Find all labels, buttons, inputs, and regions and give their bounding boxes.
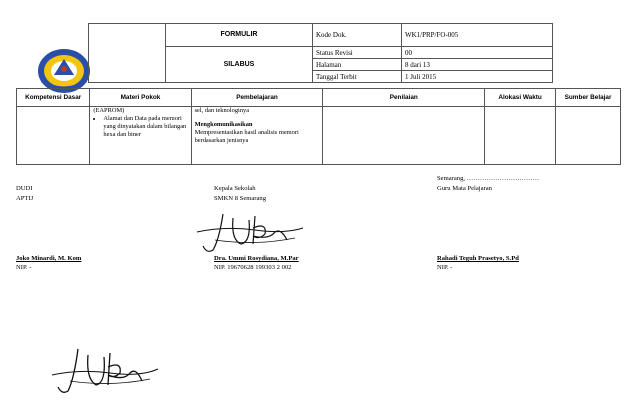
- dudi-label: DUDI: [16, 185, 33, 192]
- cell-materi: [90, 107, 191, 165]
- col-sumber-belajar: Sumber Belajar: [556, 89, 621, 107]
- materi-bullet: • Alamat dan Data pada memori yang dinyatakan dalam bilangan hexa dan biner: [103, 115, 187, 139]
- cell-penilaian: [323, 107, 485, 165]
- pembelajaran-text: Mempresentasikan hasil analisis memori berdasarkan jenisnya: [194, 129, 299, 144]
- smkn-label: SMKN 8 Semarang: [214, 195, 267, 202]
- pembelajaran-line1: sel, dan teknologinya: [194, 107, 250, 114]
- pembelajaran-heading: Mengkomunikasikan: [194, 121, 253, 128]
- col-penilaian: Penilaian: [323, 89, 485, 107]
- tanggal-terbit-label: Tanggal Terbit: [313, 71, 402, 83]
- rahadi-name: Rahadi Teguh Prasetyo, S.Pd: [437, 255, 519, 262]
- col-materi-pokok: Materi Pokok: [90, 89, 191, 107]
- guru-label: Guru Mata Pelajaran: [437, 185, 492, 192]
- signature-repeat: [50, 345, 160, 397]
- silabus-table: [16, 88, 621, 165]
- place-date: Semarang, ……………………………: [437, 175, 540, 182]
- col-alokasi-waktu: Alokasi Waktu: [485, 89, 556, 107]
- aptij-label: APTIJ: [16, 195, 34, 202]
- status-revisi-label: Status Revisi: [313, 47, 402, 59]
- kode-dok-label: Kode Dok.: [313, 24, 402, 47]
- halaman-label: Halaman: [313, 59, 402, 71]
- joko-name: Joko Minardi, M. Kom: [16, 255, 82, 262]
- col-kompetensi-dasar: Kompetensi Dasar: [17, 89, 90, 107]
- silabus-title: SILABUS: [166, 47, 313, 83]
- status-revisi-value: 00: [402, 47, 553, 59]
- document-header-table: [88, 23, 553, 83]
- materi-prefix: (EAPROM): [93, 107, 125, 114]
- cell-alokasi: [485, 107, 556, 165]
- joko-nip: NIP. -: [16, 264, 32, 271]
- cell-kompetensi: [17, 107, 90, 165]
- cell-pembelajaran: [191, 107, 323, 165]
- ummi-name: Dra. Ummi Rosydiana, M.Par: [214, 255, 299, 262]
- kepala-sekolah-label: Kepala Sekolah: [214, 185, 256, 192]
- tanggal-terbit-value: 1 Juli 2015: [402, 71, 553, 83]
- halaman-value: 8 dari 13: [402, 59, 553, 71]
- rahadi-nip: NIP. -: [437, 264, 453, 271]
- col-pembelajaran: Pembelajaran: [191, 89, 323, 107]
- signature-headmaster: [195, 210, 305, 255]
- logo-cell: [89, 24, 166, 83]
- ummi-nip: NIP. 19670628 199303 2 002: [214, 264, 292, 271]
- formulir-title: FORMULIR: [166, 24, 313, 47]
- kode-dok-value: WK1/PRP/FO-005: [402, 24, 553, 47]
- cell-sumber: [556, 107, 621, 165]
